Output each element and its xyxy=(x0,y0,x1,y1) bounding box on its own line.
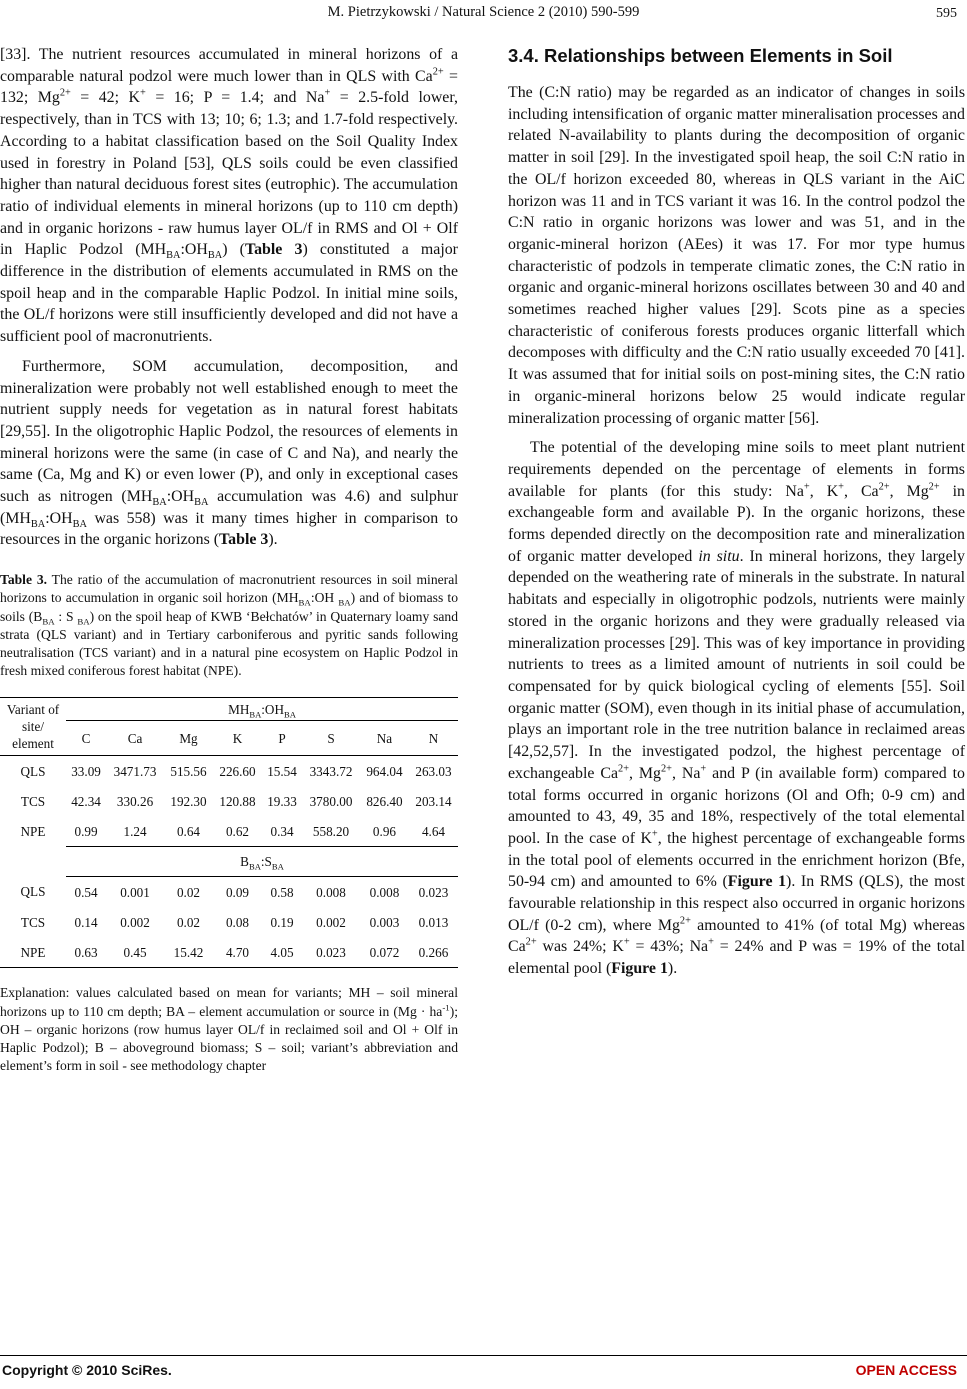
row-label: NPE xyxy=(20,823,46,839)
table-cell: 0.013 xyxy=(418,914,449,930)
table-explanation: Explanation: values calculated based on mean for variants; MH – soil mineral horizons up to 110 cm depth; BA – element accumulation or source in $(Mg \cdot ha^{-1})$; OH – organic horizons (row humus layer OL/f in reclaimed soil and Ol + Olf in Haplic Podzol); B – aboveground biomass; S – soil; variant’s abbreviation and element’s form in soil - see methodology chapter xyxy=(0,985,458,1074)
table-cell: 826.40 xyxy=(366,793,403,809)
table-cell: 15.42 xyxy=(164,937,213,968)
col-header: Na xyxy=(360,721,409,756)
figure-ref: Figure 1 xyxy=(611,960,668,978)
col-header: Mg xyxy=(164,721,213,756)
page-header xyxy=(0,4,967,24)
table-cell: 1.24 xyxy=(123,823,147,839)
group-header-mh: $MH_{BA}:OH_{BA}$ xyxy=(66,698,458,721)
table-cell: 3780.00 xyxy=(309,793,353,809)
table-cell: 192.30 xyxy=(170,793,207,809)
page-number: 595 xyxy=(936,6,957,21)
footer-rule xyxy=(0,1355,967,1356)
row-label: QLS xyxy=(20,884,46,900)
row-label: QLS xyxy=(20,763,46,779)
row-label: NPE xyxy=(0,937,66,968)
running-title: M. Pietrzykowski / Natural Science 2 (2010) 590-599 xyxy=(327,4,640,20)
table-cell: 0.99 xyxy=(74,823,98,839)
table-cell: 0.001 xyxy=(120,884,150,900)
col-header: N xyxy=(409,721,458,756)
table-cell: 0.02 xyxy=(176,884,201,900)
table-cell: 0.02 xyxy=(176,914,201,930)
table-cell: 33.09 xyxy=(71,763,101,779)
copyright: Copyright © 2010 SciRes. xyxy=(2,1362,172,1378)
table-cell: 0.023 xyxy=(302,937,360,968)
right-column xyxy=(508,44,965,980)
table-cell: 964.04 xyxy=(366,763,403,779)
paragraph: [33]. The nutrient resources accumulated in mineral horizons of a comparable natural podzol were much lower than in QLS with $Ca^{2+} = 132$; $Mg^{2+} = 42$; K+ = 16; P = 1.4; and Na+ = 2.5-fold lower, respectively, than in TCS with 13; 10; 6; 1.3; and 1.7-fold respectively. According to a habitat classification based on the Soil Quality Index used in forestry in Poland [53], QLS soils could be even classified higher than natural deciduous forest sites (eutrophic). The accumulation ratio of individual elements in mineral horizons (up to 110 cm depth) and in organic horizons - raw humus layer OL/f in RMS and Ol + Olf in Haplic Podzol $(MH_{BA}:OH_{BA})$ (Table 3) constituted a major difference in the distribution of elements accumulated in RMS on the spoil heap and in the comparable Haplic Podzol. In initial mine soils, the OL/f horizons were still insufficiently developed and did not have a sufficient pool of macronutrients. xyxy=(0,46,458,346)
table-cell: 0.63 xyxy=(66,937,106,968)
paragraph: The potential of the developing mine soils to meet plant nutrient requirements depended on the percentage of elements in forms available for plants (for this study: Na+, K+, $Ca^{2+}$, $Mg^{2+}$ in exchangeable form and available P). In the organic horizons, these forms depended directly on the decomposition rate and mineralization of organic matter developed in situ. In mineral horizons, they largely depended on the weathering rate of minerals in the substrate. In natural habitats and especially in oligotrophic podzols, nutrients were mainly stored in the organic horizons and they were gradually released via mineralization processes [29]. This was of key importance in providing nutrients to trees as a limited amount of nutrients in soil could be compensated for by quick biological cycling of elements [55]. Soil organic matter (SOM), even though in its initial phase of accumulation, plays an important role in the tree nutrition balance in reclaimed areas [42,52,57]. In the investigated podzol, the highest percentage of exchangeable $Ca^{2+}$, $Mg^{2+}$, Na+ and P (in available form) compared to total forms occurred in organic horizons (Ol and Ofh; 0-9 cm) and amounted to 43, 49, 35 and 18%, respectively of the total elemental pool. In the case of K+, the highest percentage of exchangeable forms in the total pool of elements occurred in the enrichment horizon (Bfe, 50-94 cm) and amounted to 6% (Figure 1). In RMS (QLS), the most favourable relationship in this respect also occurred in organic horizons OL/f (0-2 cm), where $Mg^{2+}$ amounted to 41% (of total Mg) whereas $Ca^{2+}$ was 24%; K+ = 43%; Na+ = 24% and P was = 19% of the total elemental pool (Figure 1). xyxy=(508,439,966,978)
column-header-row xyxy=(0,721,458,756)
table-cell: 0.023 xyxy=(418,884,449,900)
col-header: C xyxy=(66,721,106,756)
table-row xyxy=(0,786,458,816)
col-header: P xyxy=(262,721,302,756)
table-cell: 0.002 xyxy=(316,914,346,930)
table-cell: 0.58 xyxy=(270,884,294,900)
table-cell: 0.072 xyxy=(360,937,409,968)
table-cell: 0.09 xyxy=(225,884,250,900)
figure-ref: Figure 1 xyxy=(727,873,787,891)
table-cell: 0.266 xyxy=(409,937,458,968)
table-cell: 226.60 xyxy=(219,763,256,779)
section-heading: 3.4. Relationships between Elements in Soil xyxy=(508,45,893,66)
table-cell: 4.05 xyxy=(262,937,302,968)
left-column xyxy=(0,44,458,1075)
table-corner-header: Variant of site/ element xyxy=(0,698,66,756)
table-cell: 0.54 xyxy=(74,884,98,900)
table-cell: 0.14 xyxy=(74,914,98,930)
data-table xyxy=(0,697,458,968)
table-cell: 0.08 xyxy=(225,914,250,930)
table-row xyxy=(0,877,458,908)
table-cell: 3343.72 xyxy=(309,763,353,779)
table-cell: 120.88 xyxy=(219,793,256,809)
table-cell: 558.20 xyxy=(312,823,350,839)
table-cell: 0.96 xyxy=(372,823,396,839)
table-cell: 19.33 xyxy=(267,793,297,809)
table-cell: 203.14 xyxy=(415,793,452,809)
table-cell: 0.62 xyxy=(225,823,250,839)
table-row xyxy=(0,907,458,937)
table-cell: 4.64 xyxy=(421,823,446,839)
paragraph: Furthermore, SOM accumulation, decomposition, and mineralization were probably not well established enough to meet the nutrient supply needs for vegetation as in natural forest habitats [29,55]. In the oligotrophic Haplic Podzol, the resources of elements in mineral horizons were the same (in case of C and Na), and nearly the same (Ca, Mg and K) or even lower (P), and only in exceptional cases such as nitrogen ($MH_{BA}:OH_{BA}$ accumulation was 4.6) and sulphur ($MH_{BA}:OH_{BA}$ was 558) was it many times higher in comparison to resources in the organic horizons (Table 3). xyxy=(0,357,458,549)
table-cell: 0.34 xyxy=(270,823,294,839)
col-header: S xyxy=(302,721,360,756)
table-cell: 0.008 xyxy=(316,884,346,900)
col-header: Ca xyxy=(106,721,164,756)
table-cell: 330.26 xyxy=(116,793,154,809)
table-cell: 0.003 xyxy=(369,914,400,930)
table-cell: 4.70 xyxy=(213,937,262,968)
row-label: TCS xyxy=(20,914,46,930)
table-cell: 0.45 xyxy=(106,937,164,968)
paragraph: The (C:N ratio) may be regarded as an indicator of changes in soils including intensification of organic matter mineralisation processes and related N-availability to plants during the decomposition of organic matter in soil [29]. In the investigated spoil heap, the soil C:N ratio in the OL/f horizon exceeded 80, whereas in QLS variant in the AiC horizon was 11 and in TCS variant it was 16. In the control podzol the C:N ratio in organic horizons was lower and was 51, and in the organic-mineral horizon (AEes) it was 17. For mor type humus characteristic of podzols in temperate climatic zones, the C:N ratio in organic and organic-mineral horizons oscillates between 30 and 40 and sometimes reached higher values [29]. Scots pine as a species characteristic of coniferous forests produces organic litterfall which decomposes with difficulty and the C:N ratio usually exceeded 70 [41]. It was assumed that for initial soils on post-mining sites, the C:N ratio in organic-mineral horizons below 25 would indicate regular mineralization processing of organic matter [56]. xyxy=(508,84,965,427)
table-cell: 3471.73 xyxy=(113,763,157,779)
table-cell: 15.54 xyxy=(267,763,297,779)
table-cell: 0.002 xyxy=(120,914,150,930)
row-label: TCS xyxy=(20,793,46,809)
table-row xyxy=(0,937,458,968)
table-cell: 0.19 xyxy=(270,914,294,930)
table-cell: 515.56 xyxy=(170,763,207,779)
table-cell: 0.64 xyxy=(176,823,201,839)
open-access-label: OPEN ACCESS xyxy=(855,1362,957,1378)
table-row xyxy=(0,816,458,847)
table-cell: 0.008 xyxy=(369,884,400,900)
table-cell: 263.03 xyxy=(415,763,452,779)
table-cell: 42.34 xyxy=(71,793,101,809)
table-row xyxy=(0,756,458,787)
col-header: K xyxy=(213,721,262,756)
table-caption: Table 3. The ratio of the accumulation of macronutrient resources in soil mineral horizons to accumulation in organic soil horizon ($MH_{BA}:OH$ $_{BA}$) and of biomass to soils ($B_{BA}$ : S $_{BA}$) on the spoil heap of KWB ‘Bełchatów’ in Quaternary loamy sand strata (QLS variant) and in Tertiary carboniferous and pyritic sands following neutralisation (TCS variant) and in a natural pine ecosystem on Haplic Podzol in fresh mixed coniferous forest habitat (NPE). xyxy=(0,572,458,679)
group-header-bs: $B_{BA}:S_{BA}$ xyxy=(66,847,458,877)
